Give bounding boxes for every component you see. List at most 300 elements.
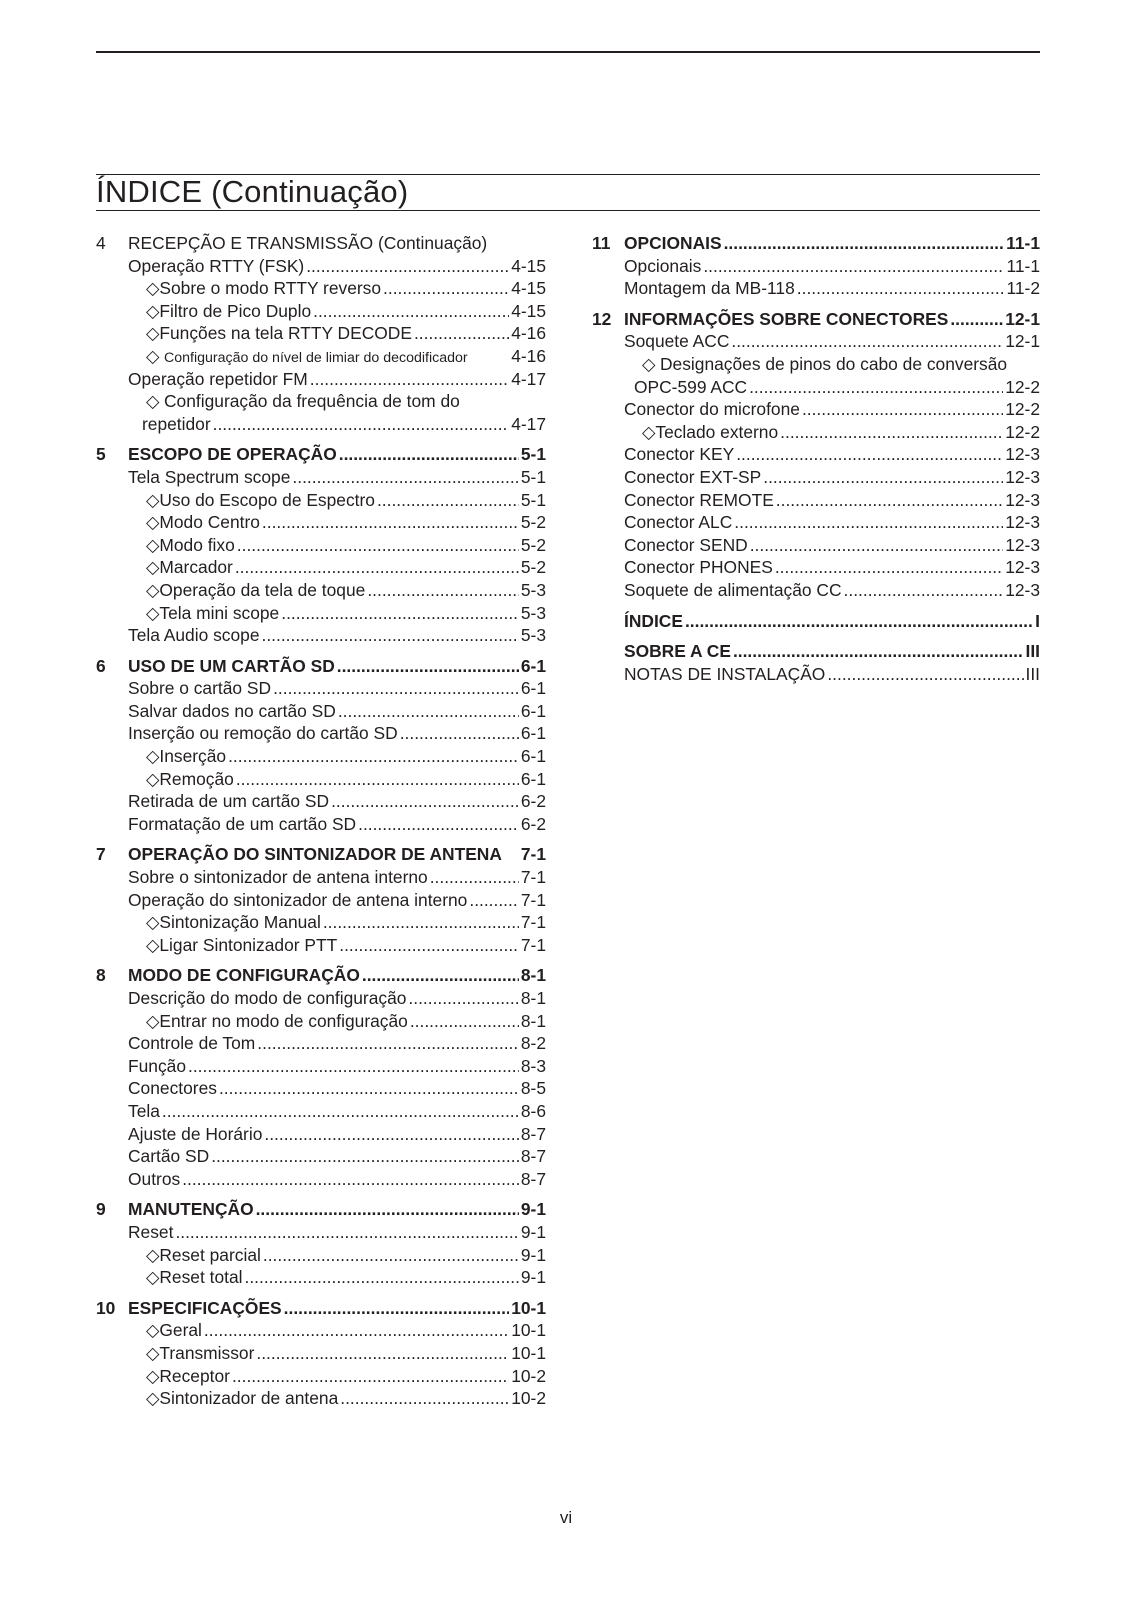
- dot-leader: [377, 489, 519, 512]
- dot-leader: [256, 1198, 519, 1221]
- section-title: INFORMAÇÕES SOBRE CONECTORES: [624, 308, 949, 329]
- entry-page: 7-1: [520, 889, 546, 910]
- section-heading[interactable]: [96, 232, 546, 255]
- toc-subentry[interactable]: [96, 390, 546, 413]
- dot-leader: [310, 368, 509, 391]
- dot-leader: [337, 655, 519, 678]
- dot-leader: [410, 1010, 519, 1033]
- dot-leader: [749, 376, 1003, 399]
- toc-subentry[interactable]: [96, 1266, 546, 1289]
- toc-subentry[interactable]: [96, 1387, 546, 1410]
- dot-leader: [703, 255, 1004, 278]
- entry-text: Configuração do nível de limiar do decodificador: [164, 349, 468, 366]
- entry-page: 5-3: [520, 579, 546, 600]
- toc-entry[interactable]: [96, 987, 546, 1010]
- dot-leader: [204, 1319, 509, 1342]
- diamond-icon: ◇: [146, 912, 160, 933]
- dot-leader: [763, 466, 1003, 489]
- entry-page: 6-2: [520, 791, 546, 812]
- entry-text: Tela Audio scope: [128, 625, 260, 646]
- section-heading[interactable]: [96, 655, 546, 678]
- dot-leader: [228, 745, 519, 768]
- entry-text: Operação do sintonizador de antena interno: [128, 889, 468, 910]
- entry-page: 12-2: [1005, 399, 1040, 420]
- section-title: RECEPÇÃO E TRANSMISSÃO (Continuação): [128, 233, 488, 253]
- toc-section: [96, 964, 546, 1190]
- toc-entry[interactable]: [96, 413, 546, 436]
- diamond-icon: ◇: [146, 323, 160, 344]
- entry-text: repetidor: [142, 413, 211, 434]
- section-heading[interactable]: [96, 443, 546, 466]
- entry-text: Filtro de Pico Duplo: [159, 300, 312, 321]
- dot-leader: [367, 579, 519, 602]
- section-heading[interactable]: [592, 232, 1040, 255]
- section-page: 5-1: [520, 444, 546, 465]
- toc-section: [592, 232, 1040, 300]
- toc-entry[interactable]: [96, 722, 546, 745]
- toc-section: [96, 232, 546, 435]
- section-number: 4: [96, 233, 106, 253]
- toc-subentry[interactable]: [96, 511, 546, 534]
- entry-page: 7-1: [520, 934, 546, 955]
- dot-leader: [469, 889, 519, 912]
- entry-page: 9-1: [520, 1244, 546, 1265]
- diamond-icon: ◇: [146, 602, 160, 623]
- entry-page: 10-1: [511, 1320, 546, 1341]
- entry-text: NOTAS DE INSTALAÇÃO: [624, 663, 826, 684]
- toc-subentry[interactable]: [96, 745, 546, 768]
- toc-subentry[interactable]: [96, 1319, 546, 1342]
- entry-page: 4-16: [511, 345, 546, 366]
- dot-leader: [685, 610, 1033, 633]
- toc-subentry[interactable]: [96, 534, 546, 557]
- dot-leader: [257, 1032, 519, 1055]
- section-title: MANUTENÇÃO: [128, 1199, 254, 1220]
- section-number: 9: [96, 1199, 106, 1220]
- entry-text: Montagem da MB-118: [624, 278, 795, 299]
- entry-page: 5-2: [520, 512, 546, 533]
- entry-page: 7-1: [520, 912, 546, 933]
- entry-text: Reset: [128, 1221, 174, 1242]
- entry-text: Remoção: [159, 768, 234, 789]
- entry-text: Conector REMOTE: [624, 489, 774, 510]
- diamond-icon: ◇: [146, 1365, 160, 1386]
- entry-page: 8-5: [520, 1078, 546, 1099]
- toc-subentry[interactable]: [96, 322, 546, 345]
- entry-text: Outros: [128, 1168, 181, 1189]
- diamond-icon: ◇: [146, 300, 160, 321]
- diamond-icon: ◇: [146, 278, 160, 299]
- section-page: 7-1: [520, 844, 546, 865]
- diamond-icon: ◇: [146, 1388, 160, 1409]
- dot-leader: [235, 556, 519, 579]
- entry-page: 8-1: [520, 988, 546, 1008]
- section-number: 5: [96, 444, 106, 465]
- entry-text: OPC-599 ACC: [634, 376, 748, 397]
- entry-page: 12-2: [1005, 376, 1040, 397]
- toc-entry[interactable]: [96, 624, 546, 647]
- diamond-icon: ◇: [146, 557, 160, 578]
- entry-page: 4-15: [511, 300, 546, 321]
- dot-leader: [734, 511, 1003, 534]
- toc-entry[interactable]: [96, 700, 546, 723]
- entry-text: Receptor: [159, 1365, 230, 1386]
- entry-page: 8-7: [520, 1123, 546, 1144]
- entry-page: 4-17: [511, 413, 546, 434]
- entry-page: 6-1: [520, 700, 546, 721]
- section-page: III: [1025, 641, 1040, 662]
- toc-entry[interactable]: [592, 579, 1040, 602]
- toc-entry[interactable]: [96, 368, 546, 391]
- toc-entry[interactable]: [96, 1145, 546, 1168]
- toc-entry[interactable]: [96, 1077, 546, 1100]
- entry-text: Soquete de alimentação CC: [624, 579, 842, 600]
- entry-page: 6-1: [520, 746, 546, 767]
- diamond-icon: ◇: [146, 934, 160, 955]
- diamond-icon: ◇: [146, 534, 160, 555]
- toc-entry[interactable]: [592, 663, 1040, 686]
- entry-page: 9-1: [520, 1221, 546, 1242]
- entry-text: Tela Spectrum scope: [128, 466, 291, 487]
- dot-leader: [262, 624, 519, 647]
- entry-page: 12-2: [1005, 421, 1040, 442]
- entry-page: 12-3: [1005, 444, 1040, 465]
- section-heading[interactable]: [96, 1198, 546, 1221]
- dot-leader: [750, 534, 1003, 557]
- entry-text: Conector EXT-SP: [624, 466, 762, 487]
- toc-entry[interactable]: [96, 1168, 546, 1191]
- section-title: ESCOPO DE OPERAÇÃO: [128, 444, 337, 465]
- entry-text: Sintonizador de antena: [159, 1388, 339, 1409]
- entry-text: Conector SEND: [624, 534, 748, 555]
- dot-leader: [273, 677, 519, 700]
- dot-leader: [284, 1297, 510, 1320]
- toc-subentry[interactable]: [96, 1342, 546, 1365]
- entry-text: Formatação de um cartão SD: [128, 813, 357, 834]
- entry-text: Teclado externo: [655, 421, 779, 442]
- section-number: 11: [592, 233, 611, 253]
- section-number: 7: [96, 844, 106, 865]
- entry-text: Transmissor: [159, 1342, 255, 1363]
- toc-entry[interactable]: [96, 1123, 546, 1146]
- dot-leader: [292, 466, 518, 489]
- dot-leader: [775, 556, 1003, 579]
- dot-leader: [188, 1055, 519, 1078]
- entry-page: 9-1: [520, 1267, 546, 1288]
- entry-page: 12-3: [1005, 466, 1040, 487]
- dot-leader: [358, 813, 519, 836]
- entry-text: Operação RTTY (FSK): [128, 255, 305, 276]
- dot-leader: [414, 322, 509, 345]
- toc-entry[interactable]: [96, 466, 546, 489]
- section-heading[interactable]: [592, 610, 1040, 633]
- dot-leader: [245, 1266, 519, 1289]
- entry-page: 8-7: [520, 1146, 546, 1167]
- toc-entry[interactable]: [96, 255, 546, 278]
- entry-page: 12-3: [1005, 512, 1040, 533]
- toc-entry[interactable]: [592, 255, 1040, 278]
- toc-entry[interactable]: [592, 511, 1040, 534]
- entry-page: 4-17: [511, 368, 546, 389]
- toc-section: [96, 843, 546, 956]
- dot-leader: [175, 1221, 518, 1244]
- diamond-icon: ◇: [146, 345, 160, 366]
- diamond-icon: ◇: [146, 768, 160, 789]
- diamond-icon: ◇: [146, 579, 160, 600]
- dot-leader: [733, 640, 1024, 663]
- toc-column-right: [592, 232, 1040, 693]
- toc-entry[interactable]: [96, 1055, 546, 1078]
- entry-text: Controle de Tom: [128, 1033, 256, 1054]
- section-heading[interactable]: [96, 843, 546, 866]
- toc-section: [592, 610, 1040, 633]
- toc-subentry[interactable]: [96, 300, 546, 323]
- toc-entry[interactable]: [96, 1221, 546, 1244]
- entry-page: 10-2: [511, 1388, 546, 1409]
- entry-page: 12-3: [1005, 557, 1040, 578]
- entry-page: 4-15: [511, 255, 546, 276]
- diamond-icon: ◇: [146, 1342, 160, 1363]
- toc-subentry[interactable]: [96, 579, 546, 602]
- entry-text: Marcador: [159, 557, 233, 578]
- section-page: 6-1: [520, 655, 546, 676]
- section-heading[interactable]: [592, 640, 1040, 663]
- toc-entry[interactable]: [592, 489, 1040, 512]
- section-number: 8: [96, 965, 106, 986]
- entry-text: Modo Centro: [159, 512, 260, 533]
- entry-page: 11-1: [1006, 255, 1040, 276]
- entry-page: 11-2: [1006, 278, 1040, 299]
- entry-text: Tela mini scope: [159, 602, 280, 623]
- entry-page: 5-3: [520, 602, 546, 623]
- entry-page: 12-3: [1005, 489, 1040, 510]
- dot-leader: [383, 277, 509, 300]
- entry-page: 6-1: [520, 768, 546, 789]
- dot-leader: [950, 308, 1003, 331]
- diamond-icon: ◇: [642, 353, 656, 374]
- section-title: ESPECIFICAÇÕES: [128, 1297, 282, 1318]
- dot-leader: [827, 663, 1023, 686]
- dot-leader: [264, 1123, 518, 1146]
- entry-text: Salvar dados no cartão SD: [128, 700, 336, 721]
- dot-leader: [237, 534, 519, 557]
- toc-subentry[interactable]: [96, 1244, 546, 1267]
- dot-leader: [339, 934, 519, 957]
- entry-text: Tela: [128, 1100, 160, 1121]
- toc-entry[interactable]: [96, 1032, 546, 1055]
- dot-leader: [262, 511, 519, 534]
- section-page: I: [1035, 610, 1040, 631]
- dot-leader: [430, 866, 519, 889]
- toc-entry[interactable]: [592, 443, 1040, 466]
- dot-leader: [362, 964, 519, 987]
- section-page: 10-1: [511, 1297, 546, 1318]
- diamond-icon: ◇: [146, 1320, 160, 1341]
- section-title: USO DE UM CARTÃO SD: [128, 655, 335, 676]
- toc-subentry[interactable]: [96, 556, 546, 579]
- section-page: 12-1: [1005, 308, 1040, 329]
- entry-text: Configuração da frequência de tom do: [164, 391, 460, 412]
- toc-subentry[interactable]: [96, 489, 546, 512]
- toc-subentry[interactable]: [96, 277, 546, 300]
- toc-entry[interactable]: [592, 376, 1040, 399]
- toc-subentry[interactable]: [96, 345, 546, 368]
- toc-subentry[interactable]: [96, 602, 546, 625]
- entry-page: 12-3: [1005, 579, 1040, 600]
- entry-page: 12-3: [1005, 534, 1040, 555]
- toc-entry[interactable]: [592, 398, 1040, 421]
- dot-leader: [213, 413, 510, 436]
- toc-subentry[interactable]: [96, 911, 546, 934]
- toc-subentry[interactable]: [96, 768, 546, 791]
- entry-text: Ajuste de Horário: [128, 1123, 263, 1144]
- entry-page: 12-1: [1005, 331, 1040, 352]
- entry-text: Conector do microfone: [624, 399, 800, 420]
- diamond-icon: ◇: [146, 1010, 160, 1031]
- dot-leader: [797, 277, 1005, 300]
- diamond-icon: ◇: [146, 512, 160, 533]
- entry-page: III: [1025, 663, 1040, 684]
- entry-page: 7-1: [520, 867, 546, 888]
- dot-leader: [313, 300, 509, 323]
- dot-leader: [731, 330, 1003, 353]
- dot-leader: [219, 1077, 519, 1100]
- toc-entry[interactable]: [592, 534, 1040, 557]
- dot-leader: [340, 1387, 509, 1410]
- entry-text: Designações de pinos do cabo de conversão: [660, 353, 1008, 374]
- section-heading[interactable]: [592, 308, 1040, 331]
- toc-entry[interactable]: [592, 556, 1040, 579]
- entry-text: Uso do Escopo de Espectro: [159, 489, 375, 510]
- entry-page: 10-2: [511, 1365, 546, 1386]
- entry-text: Reset parcial: [159, 1244, 261, 1265]
- section-number: 12: [592, 308, 612, 329]
- entry-text: Cartão SD: [128, 1146, 210, 1167]
- toc-subentry[interactable]: [96, 1365, 546, 1388]
- entry-text: Ligar Sintonizador PTT: [159, 934, 338, 955]
- dot-leader: [802, 398, 1003, 421]
- entry-page: 5-1: [520, 466, 546, 487]
- dot-leader: [331, 790, 519, 813]
- toc-entry[interactable]: [592, 330, 1040, 353]
- toc-section: [96, 443, 546, 646]
- toc-entry[interactable]: [96, 790, 546, 813]
- section-title: OPCIONAIS: [624, 233, 722, 253]
- toc-section: [96, 1297, 546, 1410]
- entry-page: 8-7: [520, 1168, 546, 1189]
- entry-text: Geral: [159, 1320, 202, 1341]
- entry-text: Opcionais: [624, 255, 702, 276]
- dot-leader: [780, 421, 1003, 444]
- toc-column-left: [96, 232, 546, 1418]
- section-page: 8-1: [520, 965, 546, 986]
- dot-leader: [408, 987, 518, 1010]
- entry-text: Modo fixo: [159, 534, 235, 555]
- toc-entry[interactable]: [592, 277, 1040, 300]
- entry-text: Operação repetidor FM: [128, 368, 308, 389]
- page-title: ÍNDICE (Continuação): [96, 174, 409, 209]
- entry-page: 10-1: [511, 1342, 546, 1363]
- entry-page: 8-6: [520, 1100, 546, 1121]
- section-title: ÍNDICE: [624, 610, 683, 631]
- entry-text: Descrição do modo de configuração: [128, 988, 407, 1008]
- entry-text: Entrar no modo de configuração: [159, 1010, 408, 1031]
- entry-page: 5-2: [520, 557, 546, 578]
- entry-page: 6-2: [520, 813, 546, 834]
- dot-leader: [338, 700, 519, 723]
- section-heading[interactable]: [96, 1297, 546, 1320]
- entry-text: Sobre o modo RTTY reverso: [159, 278, 382, 299]
- entry-text: Conector KEY: [624, 444, 735, 465]
- entry-text: Funções na tela RTTY DECODE: [159, 323, 412, 344]
- entry-text: Soquete ACC: [624, 331, 730, 352]
- section-title: MODO DE CONFIGURAÇÃO: [128, 965, 360, 986]
- toc-subentry[interactable]: [592, 353, 1040, 376]
- page-number: vi: [559, 1508, 573, 1527]
- toc-entry[interactable]: [96, 866, 546, 889]
- toc-subentry[interactable]: [96, 934, 546, 957]
- toc-section: [592, 308, 1040, 602]
- dot-leader: [281, 602, 519, 625]
- section-title: OPERAÇÃO DO SINTONIZADOR DE ANTENA: [128, 844, 502, 865]
- entry-text: Sobre o cartão SD: [128, 678, 272, 699]
- dot-leader: [844, 579, 1004, 602]
- entry-page: 6-1: [520, 723, 546, 744]
- entry-page: 8-1: [520, 1010, 546, 1031]
- dot-leader: [776, 489, 1003, 512]
- diamond-icon: ◇: [146, 746, 160, 767]
- dot-leader: [182, 1168, 519, 1191]
- entry-text: Conector ALC: [624, 512, 733, 533]
- entry-page: 6-1: [520, 678, 546, 699]
- toc-section: [96, 1198, 546, 1288]
- dot-leader: [263, 1244, 519, 1267]
- toc-entry[interactable]: [96, 813, 546, 836]
- entry-text: Conector PHONES: [624, 557, 773, 578]
- entry-page: 5-3: [520, 625, 546, 646]
- entry-text: Conectores: [128, 1078, 217, 1099]
- entry-page: 5-1: [520, 489, 546, 510]
- diamond-icon: ◇: [146, 391, 160, 412]
- section-number: 6: [96, 655, 106, 676]
- diamond-icon: ◇: [146, 1267, 160, 1288]
- diamond-icon: ◇: [146, 1244, 160, 1265]
- entry-text: Retirada de um cartão SD: [128, 791, 330, 812]
- section-heading[interactable]: [96, 964, 546, 987]
- toc-entry[interactable]: [592, 466, 1040, 489]
- toc-entry[interactable]: [96, 677, 546, 700]
- entry-page: 4-15: [511, 278, 546, 299]
- dot-leader: [736, 443, 1003, 466]
- dot-leader: [256, 1342, 509, 1365]
- dot-leader: [211, 1145, 519, 1168]
- dot-leader: [162, 1100, 519, 1123]
- toc-subentry[interactable]: [592, 421, 1040, 444]
- entry-text: Operação da tela de toque: [159, 579, 366, 600]
- entry-text: Inserção: [159, 746, 227, 767]
- section-title: SOBRE A CE: [624, 641, 731, 662]
- dot-leader: [306, 255, 509, 278]
- toc-entry[interactable]: [96, 889, 546, 912]
- diamond-icon: ◇: [642, 421, 656, 442]
- title-rule-bottom: [96, 210, 1040, 211]
- section-number: 10: [96, 1297, 116, 1318]
- toc-entry[interactable]: [96, 1100, 546, 1123]
- entry-text: Função: [128, 1055, 187, 1076]
- dot-leader: [232, 1365, 509, 1388]
- section-page: 9-1: [520, 1199, 546, 1220]
- toc-subentry[interactable]: [96, 1010, 546, 1033]
